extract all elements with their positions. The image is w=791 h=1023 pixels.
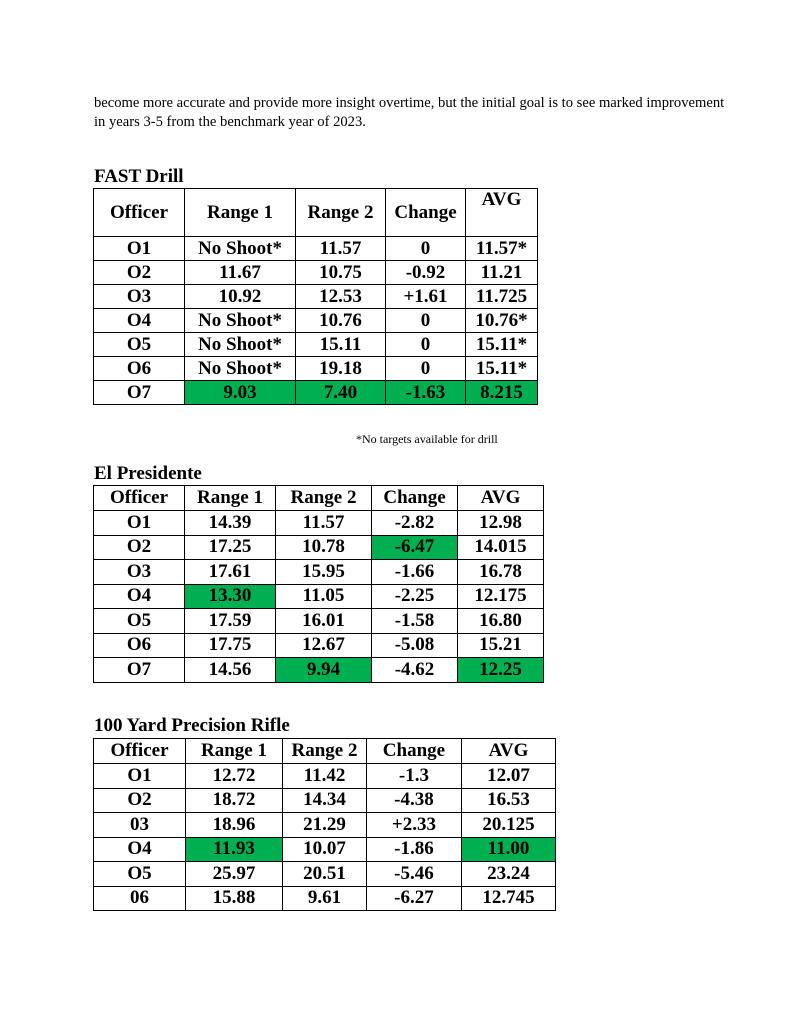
change-cell: -5.46	[366, 862, 461, 887]
header-range-1: Range 1	[185, 739, 282, 764]
change-cell: 0	[386, 357, 466, 381]
el-presidente-table	[93, 485, 544, 683]
range-1-cell: 12.72	[185, 764, 282, 789]
table-header-row	[94, 486, 544, 511]
avg-cell: 12.07	[461, 764, 555, 789]
range-1-cell: 11.93	[185, 837, 282, 862]
header-avg: AVG	[466, 189, 538, 237]
avg-cell: 11.725	[466, 285, 538, 309]
precision-rifle-table	[93, 738, 556, 911]
header-officer: Officer	[94, 189, 185, 237]
header-officer: Officer	[94, 739, 186, 764]
officer-cell: O7	[94, 658, 185, 683]
range-2-cell: 10.75	[296, 261, 386, 285]
header-avg: AVG	[461, 739, 555, 764]
header-change: Change	[366, 739, 461, 764]
avg-cell: 11.00	[461, 837, 555, 862]
range-2-cell: 9.94	[276, 658, 372, 683]
change-cell: +1.61	[386, 285, 466, 309]
header-range-2: Range 2	[276, 486, 372, 511]
range-1-cell: 25.97	[185, 862, 282, 887]
header-officer: Officer	[94, 486, 185, 511]
change-cell: -5.08	[372, 633, 458, 658]
table-row	[94, 357, 538, 381]
range-2-cell: 14.34	[283, 788, 367, 813]
header-range-1: Range 1	[185, 189, 296, 237]
officer-cell: O4	[94, 837, 186, 862]
el-presidente-title: El Presidente	[94, 463, 202, 484]
table-row	[94, 609, 544, 634]
change-cell: -6.47	[372, 535, 458, 560]
range-1-cell: No Shoot*	[185, 333, 296, 357]
avg-cell: 16.80	[458, 609, 544, 634]
officer-cell: O2	[94, 788, 186, 813]
table-row	[94, 886, 556, 911]
range-2-cell: 10.07	[283, 837, 367, 862]
avg-cell: 12.98	[458, 511, 544, 536]
range-2-cell: 11.42	[283, 764, 367, 789]
range-2-cell: 20.51	[283, 862, 367, 887]
officer-cell: O1	[94, 511, 185, 536]
range-1-cell: 11.67	[185, 261, 296, 285]
change-cell: -1.66	[372, 560, 458, 585]
officer-cell: O5	[94, 333, 185, 357]
avg-cell: 16.53	[461, 788, 555, 813]
table-row	[94, 333, 538, 357]
range-1-cell: No Shoot*	[185, 357, 296, 381]
precision-rifle-title: 100 Yard Precision Rifle	[94, 715, 290, 736]
table-row	[94, 837, 556, 862]
range-1-cell: 13.30	[185, 584, 276, 609]
intro-paragraph: become more accurate and provide more insight overtime, but the initial goal is to see marked improvement in years 3-5 from the benchmark year of 2023.	[94, 95, 725, 130]
range-2-cell: 11.05	[276, 584, 372, 609]
officer-cell: O3	[94, 285, 185, 309]
range-2-cell: 9.61	[283, 886, 367, 911]
change-cell: -4.38	[366, 788, 461, 813]
range-2-cell: 7.40	[296, 381, 386, 405]
change-cell: -1.86	[366, 837, 461, 862]
fast-drill-footnote: *No targets available for drill	[356, 432, 498, 446]
header-change: Change	[386, 189, 466, 237]
range-2-cell: 15.95	[276, 560, 372, 585]
avg-cell: 11.57*	[466, 237, 538, 261]
table-header-row	[94, 739, 556, 764]
range-1-cell: 17.61	[185, 560, 276, 585]
range-2-cell: 10.78	[276, 535, 372, 560]
officer-cell: 03	[94, 813, 186, 838]
range-2-cell: 12.53	[296, 285, 386, 309]
change-cell: -4.62	[372, 658, 458, 683]
officer-cell: O6	[94, 357, 185, 381]
change-cell: -2.25	[372, 584, 458, 609]
avg-cell: 12.25	[458, 658, 544, 683]
officer-cell: O4	[94, 309, 185, 333]
officer-cell: 06	[94, 886, 186, 911]
avg-cell: 8.215	[466, 381, 538, 405]
table-row	[94, 535, 544, 560]
range-2-cell: 11.57	[276, 511, 372, 536]
avg-cell: 10.76*	[466, 309, 538, 333]
table-row	[94, 560, 544, 585]
change-cell: -1.63	[386, 381, 466, 405]
table-row	[94, 584, 544, 609]
avg-cell: 11.21	[466, 261, 538, 285]
header-change: Change	[372, 486, 458, 511]
officer-cell: O3	[94, 560, 185, 585]
table-row	[94, 309, 538, 333]
change-cell: -0.92	[386, 261, 466, 285]
officer-cell: O2	[94, 261, 185, 285]
avg-cell: 16.78	[458, 560, 544, 585]
avg-cell: 23.24	[461, 862, 555, 887]
table-row	[94, 237, 538, 261]
table-row	[94, 813, 556, 838]
range-1-cell: 17.25	[185, 535, 276, 560]
range-2-cell: 19.18	[296, 357, 386, 381]
change-cell: -2.82	[372, 511, 458, 536]
table-row	[94, 764, 556, 789]
avg-cell: 15.11*	[466, 357, 538, 381]
avg-cell: 14.015	[458, 535, 544, 560]
range-2-cell: 21.29	[283, 813, 367, 838]
avg-cell: 12.175	[458, 584, 544, 609]
range-2-cell: 10.76	[296, 309, 386, 333]
fast-drill-title: FAST Drill	[94, 166, 184, 187]
table-header-row	[94, 189, 538, 237]
range-1-cell: 9.03	[185, 381, 296, 405]
range-1-cell: 14.39	[185, 511, 276, 536]
fast-drill-table	[93, 188, 538, 405]
range-1-cell: 17.59	[185, 609, 276, 634]
officer-cell: O1	[94, 764, 186, 789]
officer-cell: O6	[94, 633, 185, 658]
change-cell: 0	[386, 333, 466, 357]
avg-cell: 15.21	[458, 633, 544, 658]
avg-cell: 12.745	[461, 886, 555, 911]
change-cell: 0	[386, 309, 466, 333]
avg-cell: 15.11*	[466, 333, 538, 357]
change-cell: -1.58	[372, 609, 458, 634]
table-row	[94, 788, 556, 813]
table-row	[94, 511, 544, 536]
range-1-cell: 17.75	[185, 633, 276, 658]
range-1-cell: 14.56	[185, 658, 276, 683]
change-cell: +2.33	[366, 813, 461, 838]
officer-cell: O2	[94, 535, 185, 560]
table-row	[94, 658, 544, 683]
officer-cell: O5	[94, 862, 186, 887]
header-range-2: Range 2	[283, 739, 367, 764]
table-row	[94, 862, 556, 887]
table-row	[94, 633, 544, 658]
officer-cell: O7	[94, 381, 185, 405]
header-range-2: Range 2	[296, 189, 386, 237]
table-row	[94, 285, 538, 309]
change-cell: 0	[386, 237, 466, 261]
table-row	[94, 261, 538, 285]
range-2-cell: 16.01	[276, 609, 372, 634]
officer-cell: O4	[94, 584, 185, 609]
officer-cell: O5	[94, 609, 185, 634]
officer-cell: O1	[94, 237, 185, 261]
range-1-cell: No Shoot*	[185, 309, 296, 333]
change-cell: -1.3	[366, 764, 461, 789]
avg-cell: 20.125	[461, 813, 555, 838]
range-1-cell: 18.96	[185, 813, 282, 838]
range-1-cell: No Shoot*	[185, 237, 296, 261]
range-2-cell: 12.67	[276, 633, 372, 658]
range-1-cell: 10.92	[185, 285, 296, 309]
header-range-1: Range 1	[185, 486, 276, 511]
change-cell: -6.27	[366, 886, 461, 911]
range-1-cell: 15.88	[185, 886, 282, 911]
range-1-cell: 18.72	[185, 788, 282, 813]
range-2-cell: 15.11	[296, 333, 386, 357]
range-2-cell: 11.57	[296, 237, 386, 261]
header-avg: AVG	[458, 486, 544, 511]
table-row	[94, 381, 538, 405]
